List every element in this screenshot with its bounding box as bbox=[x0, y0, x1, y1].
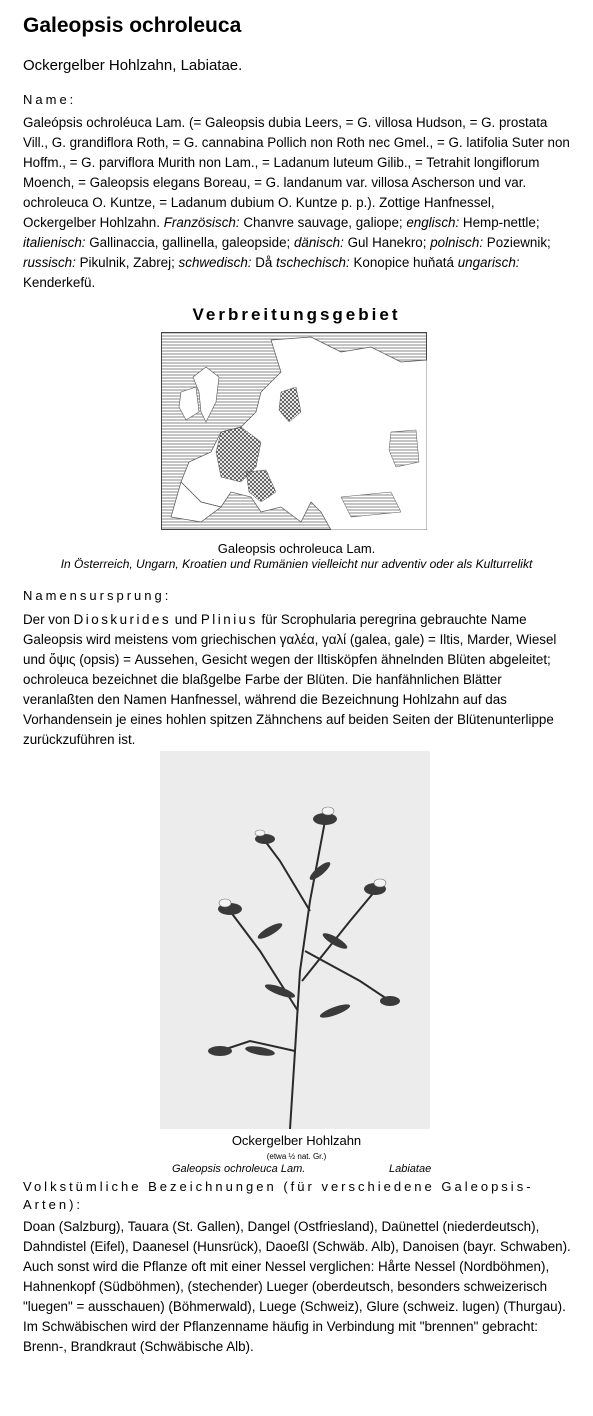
author-name: Plinius bbox=[200, 612, 258, 627]
language-label: dänisch: bbox=[293, 235, 344, 250]
language-label: Französisch: bbox=[163, 215, 240, 230]
photo-caption: Ockergelber Hohlzahn bbox=[231, 1133, 362, 1148]
map-caption: Galeopsis ochroleuca Lam. bbox=[217, 541, 376, 556]
origin-paragraph: Der von Dioskurides und Plinius für Scrophularia peregrina gebrauchte Name Galeopsis wird meistens vom griechischen γαλέα, γαλί (galea, gale) = Iltis, Marder, Wiesel und ὄψις (opsis) = Aussehen, Gesicht wegen der Iltisköpfen ähnelnden Blüten abgeleitet; ochroleuca bezeichnet die blaßgelbe Farbe der Blüten. Die hanfähnlichen Blätter veranlaßten den Namen Hanfnessel, während die Bezeichnung Hohlzahn auf das Vorhandensein je eines hohlen spitzen Zähnchens auf beiden Seiten der Blütenunterlippe zurückzuführen ist. bbox=[23, 612, 557, 747]
name-paragraph: Galeópsis ochroléuca Lam. (= Galeopsis dubia Leers, = G. villosa Hudson, = G. prostata Vill., G. grandiflora Roth, = G. cannabina Pollich non Roth nec Gmel., = G. latifolia Suter non Hoffm., = G. parviflora Murith non Lam., = Ladanum luteum Gilib., = Tetrahit longiflorum Moench, = Galeopsis elegans Boreau, = G. landanum var. villosa Ascherson und var. ochroleuca O. Kuntze, = Ladanum dubium O. Kuntze p. p.). Zottige Hanfnessel, Ockergelber Hohlzahn. Französisch: Chanvre sauvage, galiope; englisch: Hemp-nettle; italienisch: Gallinaccia, gallinella, galeopside; dänisch: Gul Hanekro; polnisch: Poziewnik; russisch: Pikulnik, Zabrej; schwedisch: Då tschechisch: Konopice huňatá ungarisch: Kenderkefü. bbox=[23, 115, 570, 290]
photo-family: Labiatae bbox=[389, 1163, 432, 1175]
language-label: russisch: bbox=[23, 255, 76, 270]
page-title: Galeopsis ochroleuca bbox=[23, 14, 242, 37]
photo-scale: (etwa ½ nat. Gr.) bbox=[266, 1152, 327, 1161]
name-heading: Name: bbox=[23, 92, 77, 107]
author-name: Dioskurides bbox=[73, 612, 172, 627]
language-label: italienisch: bbox=[23, 235, 86, 250]
language-label: ungarisch: bbox=[457, 255, 520, 270]
plant-photo bbox=[160, 751, 430, 1129]
folk-paragraph: Doan (Salzburg), Tauara (St. Gallen), Dangel (Ostfriesland), Daünettel (niederdeutsch), Dahndistel (Eifel), Daanesel (Hunsrück), Daoeßl (Schwäb. Alb), Danoisen (bayr. Schwaben). Auch sonst wird die Pflanze oft mit einer Nessel verglichen: Hårte Nessel (Nordböhmen), Hahnenkopf (Südböhmen), (stechender) Lueger (oberdeutsch, besonders schweizerisch "luegen" = ausschauen) (Böhmerwald), Luege (Schweiz), Glure (schweiz. lugen) (Thurgau). Im Schwäbischen wird der Pflanzenname häufig in Verbindung mit "brennen" gebracht: Brenn-, Brandkraut (Schwäbische Alb). bbox=[23, 1219, 571, 1354]
photo-latin-name: Galeopsis ochroleuca Lam. bbox=[172, 1163, 306, 1175]
language-label: tschechisch: bbox=[276, 255, 350, 270]
language-label: schwedisch: bbox=[178, 255, 252, 270]
map-note: In Österreich, Ungarn, Kroatien und Rumänien vielleicht nur adventiv oder als Kulturrelikt bbox=[60, 557, 533, 571]
language-label: polnisch: bbox=[430, 235, 484, 250]
origin-heading: Namensursprung: bbox=[23, 588, 172, 603]
page-subtitle: Ockergelber Hohlzahn, Labiatae. bbox=[23, 57, 243, 74]
language-label: englisch: bbox=[406, 215, 460, 230]
map-heading: Verbreitungsgebiet bbox=[192, 305, 401, 324]
folk-heading: Volkstümliche Bezeichnungen (für verschiedene Galeopsis-Arten): bbox=[23, 1179, 534, 1212]
distribution-map bbox=[161, 332, 427, 530]
